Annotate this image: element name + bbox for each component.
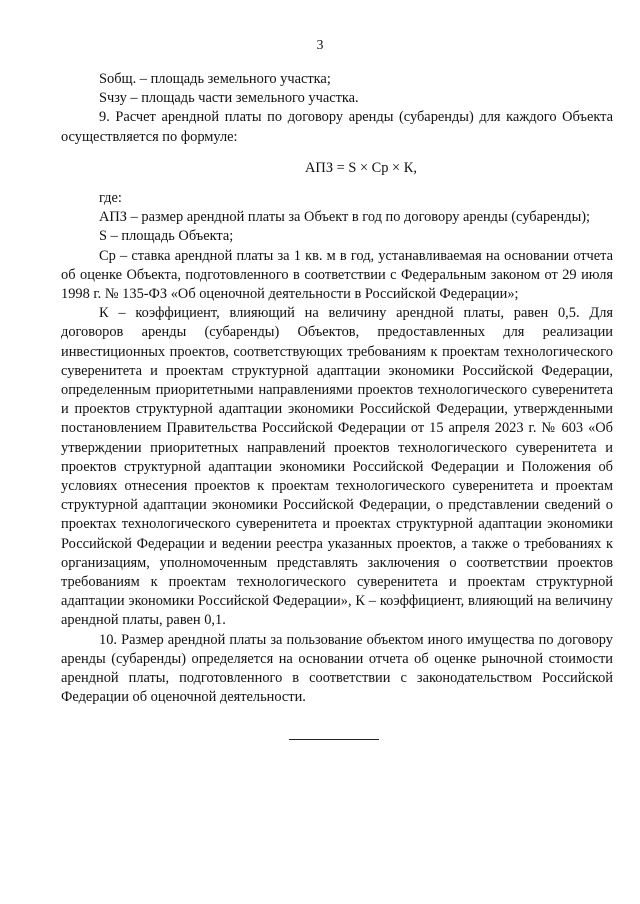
clause-10: 10. Размер арендной платы за пользование объектом иного имущества по договору аренды (субаренды) определяется на основании отчета об оценке рыночной стоимости арендной платы, подготовленного в соответствии с законодательством Российской Федерации об оценочной деятельности.	[61, 631, 613, 706]
document-body	[61, 70, 613, 708]
clause-9: 9. Расчет арендной платы по договору аренды (субаренды) для каждого Объекта осуществляется по формуле:	[61, 109, 613, 145]
page-number: 3	[316, 38, 324, 53]
end-separator-line	[289, 739, 379, 740]
definition-s-total: Sобщ. – площадь земельного участка;	[99, 71, 331, 87]
definition-cp: Ср – ставка арендной платы за 1 кв. м в год, устанавливаемая на основании отчета об оценке Объекта, подготовленного в соответствии с Федеральным законом от 29 июля 1998 г. № 135-ФЗ «Об оценочной деятельности в Российской Федерации»;	[61, 247, 613, 303]
where-label: где:	[99, 190, 122, 207]
definition-k: К – коэффициент, влияющий на величину арендной платы, равен 0,5. Для договоров аренды (субаренды) Объектов, предоставленных для реализации инвестиционных проектов, соответствующих требованиям к проектам технологического суверенитета и проектам структурной адаптации экономики Российской Федерации, определенным приоритетными направлениями проектов технологического суверенитета и проектов структурной адаптации экономики Российской Федерации, утвержденными постановлением Правительства Российской Федерации от 15 апреля 2023 г. № 603 «Об утверждении приоритетных направлений проектов технологического суверенитета и проектов структурной адаптации экономики Российской Федерации и Положения об условиях отнесения проектов к проектам технологического суверенитета и проектам структурной адаптации экономики Российской Федерации, о представлении сведений о проектах технологического суверенитета и проектах структурной адаптации экономики Российской Федерации и ведении реестра указанных проектов, а также о требованиях к организациям, уполномоченным представлять заключения о соответствии проектов требованиям к проектам технологического суверенитета и проектам структурной адаптации экономики Российской Федерации», К – коэффициент, влияющий на величину арендной платы, равен 0,1.	[61, 305, 613, 629]
formula: АПЗ = S × Ср × К,	[305, 159, 417, 176]
definition-apz: АПЗ – размер арендной платы за Объект в год по договору аренды (субаренды);	[99, 209, 591, 226]
definition-s: S – площадь Объекта;	[99, 228, 234, 245]
definition-s-part: Sчзу – площадь части земельного участка.	[99, 90, 359, 107]
